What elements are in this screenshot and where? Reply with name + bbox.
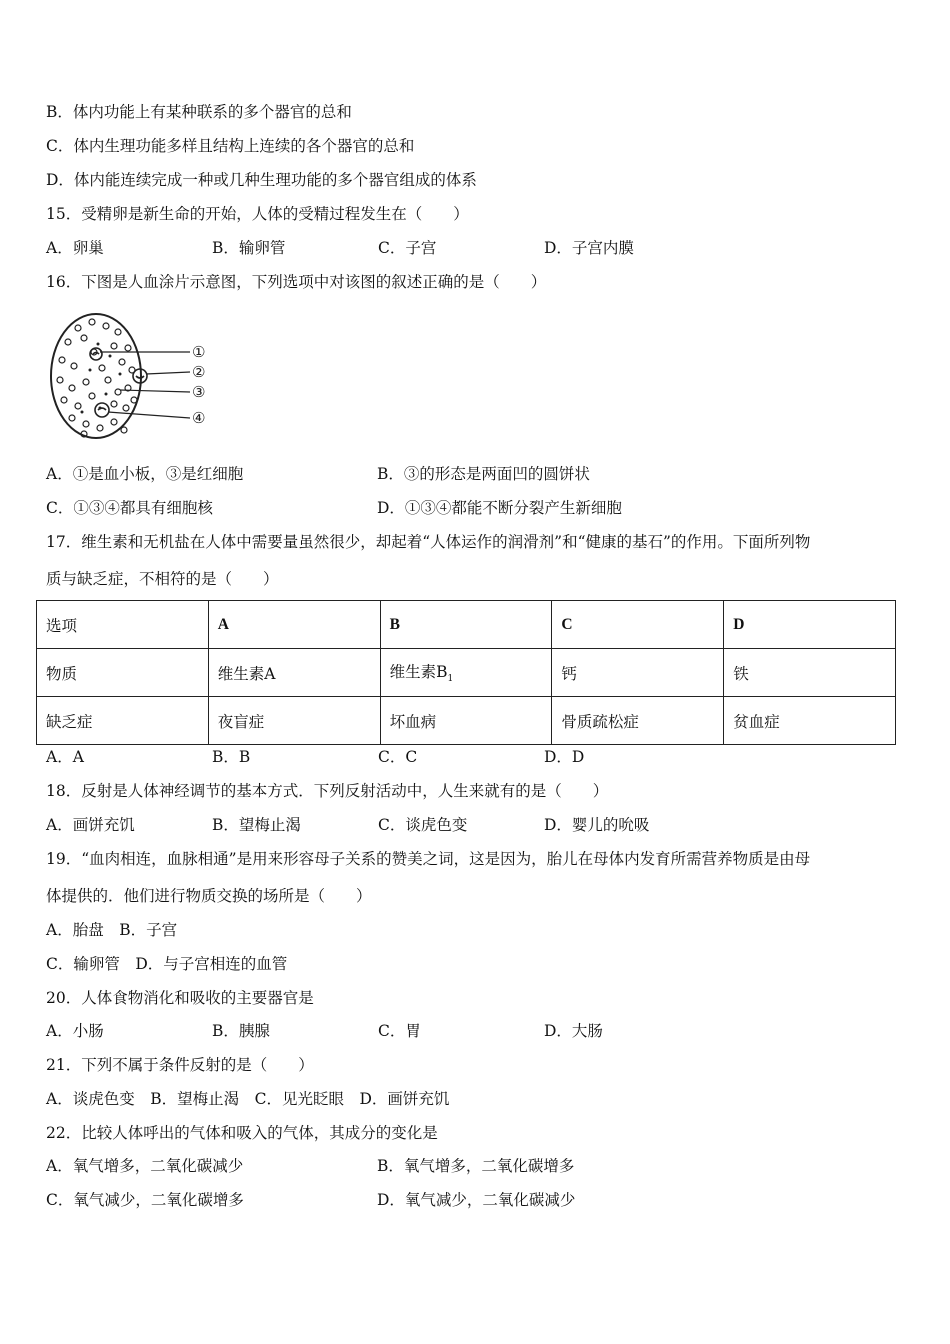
- vitamin-b-subscript: 1: [447, 674, 454, 685]
- q22-options-row2: [46, 1190, 575, 1210]
- q17-stem-line2: 质与缺乏症，不相符的是（ ）: [46, 570, 279, 588]
- q15-stem: 15．受精卵是新生命的开始，人体的受精过程发生在（ ）: [46, 205, 469, 223]
- q17-table: [36, 600, 896, 745]
- q18-options: [46, 815, 649, 835]
- q16-options-row1: [46, 464, 590, 484]
- label-lines: [100, 352, 190, 418]
- q19-options-line1: A．胎盘 B．子宫: [46, 921, 178, 939]
- table-row-deficiency: [37, 697, 896, 745]
- q18-option-a: A．画饼充饥: [46, 816, 135, 834]
- table-cell: 贫血症: [724, 697, 896, 745]
- vitamin-b-text: 维生素B: [389, 663, 448, 682]
- q19-stem-line1: 19．“血肉相连，血脉相通”是用来形容母子关系的赞美之词，这是因为，胎儿在母体内发育所需营养物质是由母: [46, 850, 811, 868]
- q20-option-d: D．大肠: [544, 1022, 603, 1040]
- table-cell: 夜盲症: [208, 697, 380, 745]
- smear-outline: [51, 314, 141, 438]
- q16-option-d: D．①③④都能不断分裂产生新细胞: [377, 499, 622, 517]
- q22-options-row1: [46, 1156, 574, 1176]
- q22-option-c: C．氧气减少，二氧化碳增多: [46, 1191, 244, 1209]
- q21-stem: 21．下列不属于条件反射的是（ ）: [46, 1056, 314, 1074]
- q16-option-c: C．①③④都具有细胞核: [46, 499, 213, 517]
- q14-option-c: C．体内生理功能多样且结构上连续的各个器官的总和: [46, 137, 415, 155]
- q18-option-c: C．谈虎色变: [378, 816, 468, 834]
- q15-option-b: B．输卵管: [212, 239, 286, 257]
- q22-option-b: B．氧气增多，二氧化碳增多: [377, 1157, 575, 1175]
- table-cell: 铁: [724, 649, 896, 697]
- q14-option-b: B．体内功能上有某种联系的多个器官的总和: [46, 103, 352, 121]
- figure-label-1: ①: [192, 343, 206, 361]
- table-row-header: [37, 601, 896, 649]
- table-cell: 坏血病: [380, 697, 552, 745]
- q16-stem: 16．下图是人血涂片示意图，下列选项中对该图的叙述正确的是（ ）: [46, 273, 547, 291]
- table-cell: 钙: [552, 649, 724, 697]
- q17-option-a: A．A: [46, 748, 84, 766]
- q17-stem-line1: 17．维生素和无机盐在人体中需要量虽然很少，却起着“人体运作的润滑剂”和“健康的基石”的作用。下面所列物: [46, 533, 811, 551]
- q19-options-line2: C．输卵管 D．与子宫相连的血管: [46, 955, 288, 973]
- table-cell: 骨质疏松症: [552, 697, 724, 745]
- q15-options: [46, 238, 634, 258]
- figure-label-4: ④: [192, 409, 206, 427]
- red-blood-cells: [57, 319, 137, 437]
- q22-option-a: A．氧气增多，二氧化碳减少: [46, 1157, 244, 1175]
- q22-option-d: D．氧气减少，二氧化碳减少: [377, 1191, 576, 1209]
- table-cell: 维生素A: [208, 649, 380, 697]
- figure-label-2: ②: [192, 363, 206, 381]
- q18-stem: 18．反射是人体神经调节的基本方式．下列反射活动中，人生来就有的是（ ）: [46, 782, 609, 800]
- q17-option-c: C．C: [378, 748, 418, 766]
- q14-option-d: D．体内能连续完成一种或几种生理功能的多个器官组成的体系: [46, 171, 477, 189]
- q16-option-a: A．①是血小板，③是红细胞: [46, 465, 244, 483]
- q17-option-b: B．B: [212, 748, 251, 766]
- table-cell: B: [380, 601, 552, 649]
- q22-stem: 22．比较人体呼出的气体和吸入的气体，其成分的变化是: [46, 1124, 438, 1142]
- table-row-substance: [37, 649, 896, 697]
- q20-option-c: C．胃: [378, 1022, 421, 1040]
- q19-stem-line2: 体提供的．他们进行物质交换的场所是（ ）: [46, 887, 372, 905]
- table-cell: 物质: [37, 649, 209, 697]
- figure-label-3: ③: [192, 383, 206, 401]
- table-cell: D: [724, 601, 896, 649]
- q15-option-c: C．子宫: [378, 239, 437, 257]
- q15-option-d: D．子宫内膜: [544, 239, 634, 257]
- q20-option-a: A．小肠: [46, 1022, 104, 1040]
- blood-smear-figure: [48, 308, 220, 446]
- q17-option-d: D．D: [544, 748, 585, 766]
- table-cell: A: [208, 601, 380, 649]
- q17-options: [46, 747, 584, 767]
- q16-option-b: B．③的形态是两面凹的圆饼状: [377, 465, 590, 483]
- q20-options: [46, 1021, 603, 1041]
- q18-option-d: D．婴儿的吮吸: [544, 816, 650, 834]
- table-cell: 缺乏症: [37, 697, 209, 745]
- table-cell: C: [552, 601, 724, 649]
- table-cell: [380, 649, 552, 697]
- q18-option-b: B．望梅止渴: [212, 816, 301, 834]
- q20-stem: 20．人体食物消化和吸收的主要器官是: [46, 989, 314, 1007]
- table-cell: 选项: [37, 601, 209, 649]
- q15-option-a: A．卵巢: [46, 239, 104, 257]
- q20-option-b: B．胰腺: [212, 1022, 270, 1040]
- q21-options: A．谈虎色变 B．望梅止渴 C．见光眨眼 D．画饼充饥: [46, 1090, 450, 1108]
- q16-options-row2: [46, 498, 622, 518]
